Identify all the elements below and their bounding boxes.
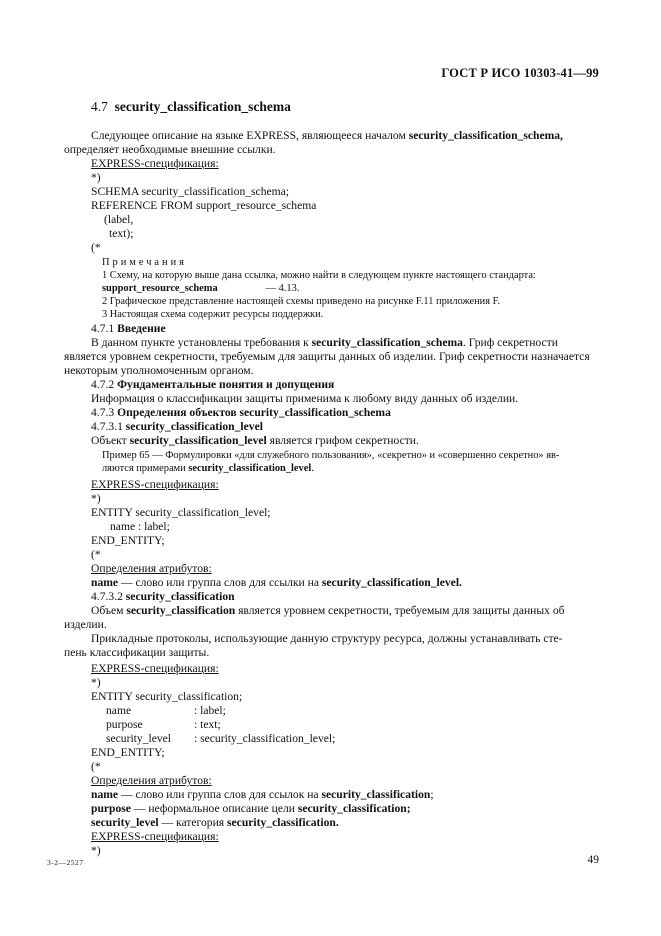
note-2: 2 Графическое представление настоящей схемы приведено на рисунке F.11 приложения F.: [102, 296, 501, 307]
note-3: 3 Настоящая схема содержит ресурсы поддержки.: [102, 309, 324, 320]
example-line: ляются примерами security_classification_level.: [102, 463, 314, 474]
express-spec-label: EXPRESS-спецификация:: [91, 830, 219, 843]
express-code-line: ENTITY security_classification_level;: [91, 506, 271, 519]
express-attr-type: : security_classification_level;: [194, 732, 336, 745]
express-code-line: *): [91, 492, 101, 505]
note-1-ref: support_resource_schema — 4.13.: [102, 283, 300, 294]
express-code-line: (*: [91, 760, 101, 773]
express-code-line: text);: [109, 227, 134, 240]
express-code-line: *): [91, 844, 101, 857]
paragraph-line: некоторым уполномоченным органом.: [64, 364, 254, 377]
page-number: 49: [587, 854, 599, 866]
express-attr-name: name: [106, 704, 132, 717]
express-attr-name: purpose: [106, 718, 143, 731]
subsection-heading-4-7-3-2: 4.7.3.2 security_classification: [91, 590, 235, 603]
express-code-line: *): [91, 676, 101, 689]
print-code: 3-2—2527: [47, 858, 84, 867]
express-spec-label: EXPRESS-спецификация:: [91, 478, 219, 491]
attribute-definition: name — слово или группа слов для ссылок на security_classification;: [91, 788, 434, 801]
attribute-definitions-label: Определения атрибутов:: [91, 774, 212, 787]
paragraph-line: пень классификации защиты.: [64, 646, 210, 659]
attribute-definition: name — слово или группа слов для ссылки на security_classification_level.: [91, 576, 462, 589]
express-spec-label: EXPRESS-спецификация:: [91, 157, 219, 170]
express-code-line: REFERENCE FROM support_resource_schema: [91, 199, 317, 212]
express-spec-label: EXPRESS-спецификация:: [91, 662, 219, 675]
example-line: Пример 65 — Формулировки «для служебного пользования», «секретно» и «совершенно секретно» яв-: [102, 450, 560, 461]
subsection-heading-4-7-3: 4.7.3 Определения объектов security_classification_schema: [91, 406, 391, 419]
express-attr-type: : label;: [194, 704, 226, 717]
express-code-line: ENTITY security_classification;: [91, 690, 243, 703]
standard-header: ГОСТ Р ИСО 10303-41—99: [441, 66, 599, 80]
express-code-line: END_ENTITY;: [91, 534, 165, 547]
express-code-line: (label,: [104, 213, 134, 226]
subsection-heading-4-7-1: 4.7.1 Введение: [91, 322, 166, 335]
subsection-heading-4-7-3-1: 4.7.3.1 security_classification_level: [91, 420, 263, 433]
attribute-definition: security_level — категория security_classification.: [91, 816, 339, 829]
paragraph-line: изделии.: [64, 618, 107, 631]
paragraph-line: Прикладные протоколы, использующие данную структуру ресурса, должны устанавливать сте-: [91, 632, 563, 645]
paragraph-line: В данном пункте установлены требования к security_classification_schema. Гриф секретности: [91, 336, 558, 349]
section-number: 4.7: [91, 99, 108, 114]
express-code-line: END_ENTITY;: [91, 746, 165, 759]
notes-title: Примечания: [102, 257, 187, 268]
paragraph-line: Объект security_classification_level является грифом секретности.: [91, 434, 419, 447]
express-attr-name: security_level: [106, 732, 172, 745]
express-code-line: (*: [91, 241, 101, 254]
intro-line-1: Следующее описание на языке EXPRESS, являющееся началом security_classification_schema,: [91, 129, 563, 142]
note-1: 1 Схему, на которую выше дана ссылка, можно найти в следующем пункте настоящего стандарта:: [102, 270, 536, 281]
paragraph-line: Информация о классификации защиты применима к любому виду данных об изделии.: [91, 392, 519, 405]
subsection-heading-4-7-2: 4.7.2 Фундаментальные понятия и допущения: [91, 378, 335, 391]
section-heading: [91, 99, 291, 115]
attribute-definition: purpose — неформальное описание цели security_classification;: [91, 802, 411, 815]
express-code-line: name : label;: [110, 520, 170, 533]
express-code-line: (*: [91, 548, 101, 561]
paragraph-line: Объем security_classification является уровнем секретности, требуемым для защиты данных об: [91, 604, 565, 617]
paragraph-line: является уровнем секретности, требуемым для защиты данных об изделии. Гриф секретности назначается: [64, 350, 590, 363]
express-code-line: *): [91, 171, 101, 184]
section-title: security_classification_schema: [114, 99, 291, 114]
express-code-line: SCHEMA security_classification_schema;: [91, 185, 290, 198]
attribute-definitions-label: Определения атрибутов:: [91, 562, 212, 575]
express-attr-type: : text;: [194, 718, 221, 731]
intro-line-2: определяет необходимые внешние ссылки.: [64, 143, 276, 156]
